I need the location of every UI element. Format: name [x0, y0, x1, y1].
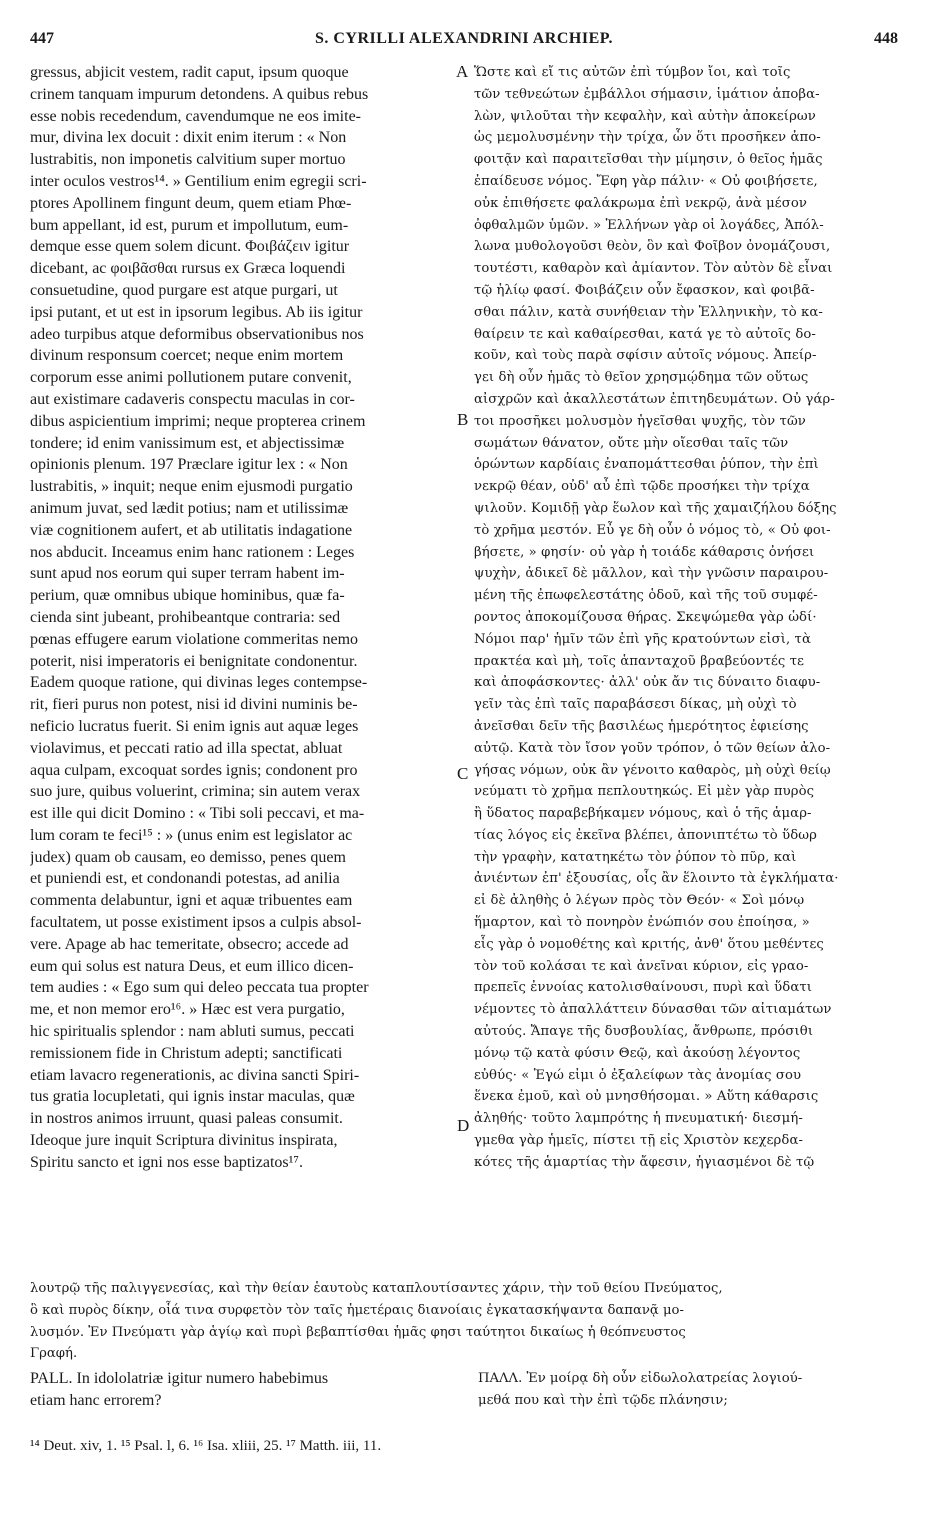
full-width-greek-continuation	[30, 1278, 895, 1365]
greek-column	[474, 62, 892, 1174]
latin-text-line: etiam hanc errorem?	[30, 1391, 162, 1409]
latin-text-line: esse nobis recedendum, cavendumque ne eos imite-	[30, 107, 361, 125]
page-number-left: 447	[30, 30, 54, 47]
latin-text-line: commenta delabuntur, igni et aquæ tribuentes eam	[30, 892, 353, 910]
greek-text-line: τῷ ἡλίῳ φασί. Φοιβάζειν οὖν ἔφασκον, καὶ φοιβᾶ-	[474, 282, 815, 298]
latin-text-line: viæ cognitionem aufert, et ab utilitatis indagatione	[30, 521, 353, 539]
latin-text-line: dibus aspicientium imprimi; neque propterea crinem	[30, 412, 366, 430]
greek-text-line: ἀνιέντων ἐπ' ἐξουσίας, οἷς ἂν ἕλοιντο τὰ ἐγκλήματα·	[474, 871, 839, 887]
latin-text-line: lustrabitis, non imponetis calvitium super mortuo	[30, 151, 346, 169]
greek-text-line: σθαι πάλιν, κατὰ συνήθειαν τὴν Ἑλληνικὴν, τὸ κα-	[474, 304, 823, 320]
latin-text-line: hic spiritualis splendor : nam abluti sumus, peccati	[30, 1023, 355, 1041]
greek-text-line: εὐθύς· « Ἐγώ εἰμι ὁ ἐξαλείφων τὰς ἀνομίας σου	[474, 1067, 802, 1083]
greek-text-line: τῶν τεθνεώτων ἐμβάλλοι σήμασιν, ἱμάτιον ἀποβα-	[474, 86, 820, 102]
greek-text-line: ὀφθαλμῶν ὑμῶν. » Ἑλλήνων γὰρ οἱ λογάδες, Ἀπόλ-	[474, 217, 824, 233]
latin-text-line: judex) quam ob causam, eo demisso, penes quem	[30, 848, 346, 866]
latin-text-line: demque esse quem solem dicunt. Φοιβάζειν igitur	[30, 238, 350, 256]
greek-text-line: νεκρῷ θέαν, οὐδ' αὖ ἐπὶ τῷδε προσήκει τὴν τρίχα	[474, 479, 810, 495]
greek-text-line: ΠΑΛΛ. Ἐν μοίρᾳ δὴ οὖν εἰδωλολατρείας λογιού-	[478, 1371, 803, 1386]
greek-text-line: αὐτούς. Ἄπαγε τῆς δυσβουλίας, ἄνθρωπε, πρόσιθι	[474, 1024, 814, 1040]
latin-text-line: in nostros animos irruunt, quasi paleas consumit.	[30, 1110, 343, 1128]
greek-text-line: Νόμοι παρ' ἡμῖν τῶν ἐπὶ γῆς κρατούντων εἰσὶ, τὰ	[474, 631, 811, 647]
greek-text-line: ἕνεκα ἐμοῦ, καὶ οὐ μνησθήσομαι. » Αὕτη κάθαρσις	[474, 1089, 819, 1105]
latin-text-line: corporum esse animi pollutionem putare convenit,	[30, 369, 352, 387]
latin-text-line: adeo turpibus atque deformibus observationibus nos	[30, 325, 364, 343]
latin-text-line: cienda sint jubeant, prohibeantque contraria: sed	[30, 608, 341, 626]
greek-text-line: λουτρῷ τῆς παλιγγενεσίας, καὶ τὴν θείαν ἑαυτοὺς καταπλουτίσαντες χάριν, τὴν τοῦ θείου Πνεύματος,	[30, 1281, 723, 1296]
greek-text-line: βήσετε, » φησίν· οὐ γὰρ ἡ τοιάδε κάθαρσις ὀνήσει	[474, 544, 815, 560]
greek-text-line: γεῖν τὰς ἐπὶ ταῖς παραβάσεσι δίκας, μὴ οὐχὶ τὸ	[474, 697, 797, 713]
greek-text-line: ἀληθής· τοῦτο λαμπρότης ἡ πνευματική· διεσμή-	[474, 1111, 803, 1127]
greek-text-line: πρακτέα καὶ μὴ, τοῖς ἁπανταχοῦ βραβεύοντές τε	[474, 653, 805, 669]
greek-text-line: ἀνεῖσθαι δεῖν τῆς βασιλέως ἡμερότητος ἐφιείσης	[474, 718, 809, 734]
latin-text-line: nos abducit. Inceamus enim hanc rationem : Leges	[30, 543, 355, 561]
greek-text-line: γήσας νόμων, οὐκ ἂν γένοιτο καθαρὸς, μὴ οὐχὶ θείῳ	[474, 762, 831, 778]
latin-text-line: consuetudine, quod purgare est atque purgari, ut	[30, 281, 338, 299]
latin-text-line: divinum responsum coercet; neque enim mortem	[30, 347, 344, 365]
greek-text-line: οὐκ ἐπιθήσετε φαλάκρωμα ἐπὶ νεκρῷ, ἀνὰ μέσον	[474, 195, 807, 211]
latin-text-line: vere. Apage ab hac temeritate, obsecro; accede ad	[30, 935, 349, 953]
latin-text-line: est ille qui dicit Domino : « Tibi soli peccavi, et ma-	[30, 805, 365, 823]
section-marker-d: D	[457, 1116, 470, 1135]
greek-text-line: τὸν τοῦ κολάσαι τε καὶ ἀνεῖναι κύριον, εἰς γραο-	[474, 958, 809, 974]
latin-text-line: inter oculos vestros¹⁴. » Gentilium enim egregii scri-	[30, 172, 367, 190]
greek-text-line: κότες τῆς ἁμαρτίας τὴν ἄφεσιν, ἡγιασμένοι δὲ τῷ	[474, 1154, 815, 1170]
greek-text-line: Ὥστε καὶ εἴ τις αὐτῶν ἐπὶ τύμβον ἴοι, καὶ τοῖς	[474, 65, 791, 80]
latin-text-line: aut existimare cadaveris conspectu maculas in cor-	[30, 390, 355, 408]
greek-text-line: εἰ δὲ ἀληθὴς ὁ λέγων πρὸς τὸν Θεόν· « Σοὶ μόνῳ	[474, 893, 805, 909]
greek-text-line: ὡς μεμολυσμένην τὴν τρίχα, ὧν ὅτι προσῆκεν ἀπο-	[474, 130, 821, 146]
greek-text-line: ἥμαρτον, καὶ τὸ πονηρὸν ἐνώπιόν σου ἐποίησα, »	[474, 915, 810, 931]
latin-text-line: bum appellant, id est, purum et impollutum, eum-	[30, 216, 349, 234]
latin-text-line: pœnas effugere earum violatione commeritas nemo	[30, 630, 359, 648]
greek-text-line: μόνῳ τῷ κατὰ φύσιν Θεῷ, καὶ ἀκούσῃ λέγοντος	[474, 1045, 801, 1061]
greek-text-line: ὁρώντων καρδίαις ἐναπομάττεσθαι ῥύπον, τὴν ἐπὶ	[474, 457, 819, 473]
pall-question-latin	[30, 1368, 455, 1412]
latin-text-line: rit, fieri purus non potest, nisi id divini numinis be-	[30, 696, 358, 714]
greek-text-line: γμεθα γὰρ ἡμεῖς, πίστει τῇ εἰς Χριστὸν κεχερδα-	[474, 1133, 804, 1149]
greek-text-line: τὴν γραφὴν, κατατηκέτω τὸν ῥύπον τὸ πῦρ, καὶ	[474, 849, 797, 865]
greek-text-line: τουτέστι, καθαρὸν καὶ ἀμίαντον. Τὸν αὐτὸν δὲ εἶναι	[474, 261, 833, 277]
latin-text-line: Spiritu sancto et igni nos esse baptizatos¹⁷.	[30, 1153, 303, 1171]
greek-text-line: σωμάτων θάνατον, οὔτε μὴν οἴεσθαι ταῖς τῶν	[474, 435, 789, 451]
latin-text-line: Eadem quoque ratione, qui divinas leges contempse-	[30, 674, 368, 692]
latin-text-line: sunt apud nos eorum qui super terram habent im-	[30, 565, 345, 583]
latin-text-line: gressus, abjicit vestem, radit caput, ipsum quoque	[30, 64, 349, 81]
latin-text-line: suo jure, quibus voluerint, crimina; sin autem verax	[30, 783, 361, 801]
latin-text-line: aqua culpam, excoquat sordes ignis; condonent pro	[30, 761, 358, 779]
latin-text-line: animum juvat, sed lædit potius; nam et utilissimæ	[30, 499, 349, 517]
greek-text-line: λὼν, ψιλοῦται τὴν κεφαλὴν, καὶ αὐτὴν ἀποκείρων	[474, 108, 816, 124]
greek-text-line: αἰσχρῶν καὶ ἀκαλλεστάτων ἐπιτηδευμάτων. Οὐ γάρ-	[474, 391, 835, 407]
greek-text-line: λωνα μυθολογοῦσι θεὸν, ὃν καὶ Φοῖβον ὀνομάζουσι,	[474, 239, 831, 255]
latin-text-line: facultatem, ut posse existiment ipsos a culpis absol-	[30, 914, 362, 932]
pall-question-greek	[478, 1368, 896, 1412]
latin-text-line: perium, quæ omnibus ubique hominibus, quæ fa-	[30, 587, 345, 605]
greek-text-line: ὃ καὶ πυρὸς δίκην, οἷά τινα συρφετὸν τὸν ταῖς ἡμετέραις διανοίαις ἐγκατασκήψαντα δαπανᾷ μο-	[30, 1302, 684, 1318]
greek-text-line: νεύματι τὸ χρῆμα πεπλουτηκώς. Εἰ μὲν γὰρ πυρὸς	[474, 784, 815, 800]
latin-text-line: violavimus, et peccati ratio ad illa spectat, abluat	[30, 739, 343, 757]
page-number-right: 448	[874, 30, 898, 47]
greek-text-line: θαίρειν τε καὶ καθαίρεσθαι, κατά γε τὸ αὐτοῖς δο-	[474, 326, 816, 342]
latin-text-line: opinionis plenum. 197 Præclare igitur lex : « Non	[30, 456, 348, 474]
greek-text-line: μένη τῆς ἐπωφελεστάτης ὁδοῦ, καὶ τῆς τοῦ συμφέ-	[474, 588, 818, 604]
section-marker-a: A	[456, 62, 469, 81]
greek-text-line: ροντος ἀποκομίζουσα θήρας. Σκεψώμεθα γὰρ ὡδί·	[474, 609, 817, 625]
latin-text-line: eum qui solus est natura Deus, et eum illico dicen-	[30, 957, 354, 975]
greek-text-line: Γραφή.	[30, 1346, 78, 1362]
greek-text-line: μεθά που καὶ τὴν ἐπὶ τῷδε πλάνησιν;	[478, 1392, 728, 1408]
greek-text-line: ἢ ὕδατος παραβεβήκαμεν νόμους, καὶ ὁ τῆς ἁμαρ-	[474, 806, 812, 822]
greek-text-line: τίας λόγος εἰς ἐκεῖνα βλέπει, ἀπονιπτέτω τὸ ὕδωρ	[474, 827, 817, 843]
greek-text-line: καὶ ἀποφάσκοντες· ἀλλ' οὐκ ἄν τις δύναιτο διαφυ-	[474, 675, 821, 691]
greek-text-line: κοῦν, καὶ τοὺς παρὰ σφίσιν αὐτοῖς νόμους. Ἀπείρ-	[474, 348, 817, 364]
greek-text-line: λυσμόν. Ἐν Πνεύματι γὰρ ἁγίῳ καὶ πυρὶ βεβαπτίσθαι ἡμᾶς φησι ταύτητοι δικαίως ἡ θεόπνευστος	[30, 1324, 686, 1340]
greek-text-line: ἐπαίδευσε νόμος. Ἔφη γὰρ πάλιν· « Οὐ φοιβήσετε,	[474, 173, 818, 189]
greek-text-line: εἷς γὰρ ὁ νομοθέτης καὶ κριτής, ἀνθ' ὅτου μεθέντες	[474, 936, 824, 952]
page-header	[30, 30, 898, 60]
greek-text-line: ψυχὴν, ἀδικεῖ δὲ μᾶλλον, καὶ τὴν γνῶσιν παραιρου-	[474, 566, 829, 582]
section-marker-c: C	[457, 764, 469, 783]
latin-text-line: poterit, nisi imperatoris ei benignitate condonentur.	[30, 652, 358, 670]
latin-text-line: me, et non memor ero¹⁶. » Hæc est vera purgatio,	[30, 1001, 345, 1019]
latin-text-line: et puniendi est, et condonandi potestas, ad anilia	[30, 870, 340, 888]
latin-text-line: crinem tanquam impurum detondens. A quibus rebus	[30, 85, 369, 103]
section-marker-b: B	[457, 410, 469, 429]
latin-text-line: lustrabitis, » inquit; neque enim ejusmodi purgatio	[30, 478, 353, 496]
footnotes: ¹⁴ Deut. xiv, 1. ¹⁵ Psal. l, 6. ¹⁶ Isa. xliii, 25. ¹⁷ Matth. iii, 11.	[30, 1438, 382, 1454]
latin-text-line: mur, divina lex docuit : dixit enim iterum : « Non	[30, 129, 347, 147]
greek-text-line: τὸ χρῆμα μεστόν. Εὖ γε δὴ οὖν ὁ νόμος τὸ, « Οὐ φοι-	[474, 522, 831, 538]
latin-text-line: tondere; id enim vanissimum est, et abjectissimæ	[30, 434, 345, 452]
latin-text-line: Ideoque jure inquit Scriptura divinitus inspirata,	[30, 1132, 338, 1150]
latin-text-line: lum coram te feci¹⁵ : » (unus enim est legislator ac	[30, 826, 353, 844]
greek-text-line: αὐτῷ. Κατὰ τὸν ἴσον γοῦν τρόπον, ὁ τῶν θείων ἀλο-	[474, 740, 831, 756]
greek-text-line: νέμοντες τὸ ἀπαλλάττειν δύνασθαι τῶν αἰτιαμάτων	[474, 1002, 832, 1018]
greek-text-line: τοι προσῆκει μολυσμὸν ἡγεῖσθαι ψυχῆς, τὸν τῶν	[474, 413, 806, 429]
latin-text-line: remissionem fide in Christum adepti; sanctificati	[30, 1044, 343, 1062]
latin-text-line: tus gratia locupletati, qui ignis instar maculas, quæ	[30, 1088, 355, 1106]
latin-text-line: PALL. In idololatriæ igitur numero habebimus	[30, 1370, 329, 1387]
greek-text-line: πρεπεῖς ἐννοίας κατολισθαίνουσι, πυρὶ καὶ ὕδατι	[474, 980, 812, 996]
latin-text-line: etiam lavacro regenerationis, ac divina sancti Spiri-	[30, 1066, 360, 1084]
greek-text-line: ψιλοῦν. Κομιδῇ γὰρ ἕωλον καὶ τῆς χαμαιζήλου δόξης	[474, 500, 837, 516]
latin-text-line: tem audies : « Ego sum qui deleo peccata tua propter	[30, 979, 369, 997]
latin-text-line: neficio lucratus fuerit. Si enim ignis aut aquæ leges	[30, 717, 359, 735]
latin-text-line: dicebant, ac φοιβᾶσθαι rursus ex Græca loquendi	[30, 260, 346, 278]
greek-text-line: γει δὴ οὖν ἡμᾶς τὸ θεῖον χρησμῴδημα τῶν οὕτως	[474, 370, 809, 386]
latin-text-line: ptores Apollinem fingunt deum, quem etiam Phœ-	[30, 194, 352, 212]
latin-text-line: ipsi putant, et ut est in ipsorum legibus. Ab iis igitur	[30, 303, 363, 321]
greek-text-line: φοιτᾷν καὶ παραιτεῖσθαι τὴν μίμησιν, ὁ θεῖος ἡμᾶς	[474, 152, 823, 168]
latin-column	[30, 62, 455, 1174]
running-title: S. CYRILLI ALEXANDRINI ARCHIEP.	[314, 30, 614, 47]
